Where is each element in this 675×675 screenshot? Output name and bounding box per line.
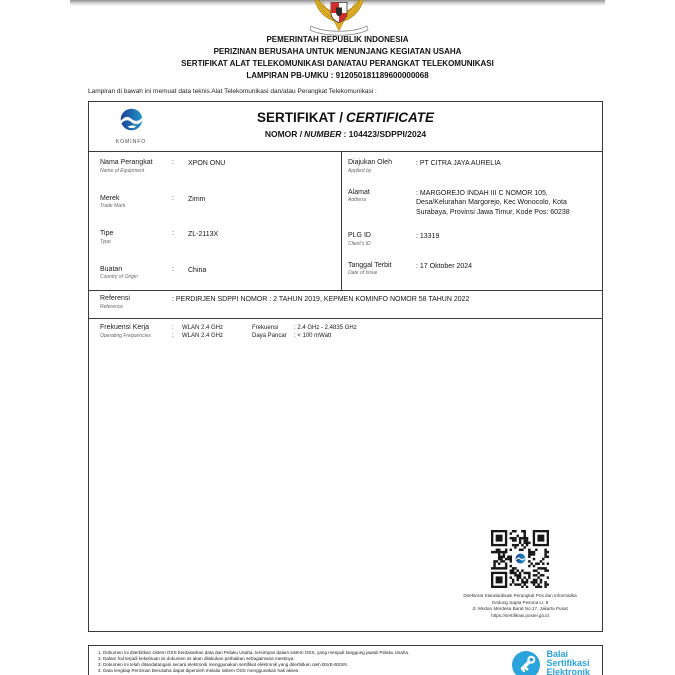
certificate-title-en: CERTIFICATE [345, 110, 434, 125]
field-tanggal-terbit [348, 262, 596, 277]
field-value: : 13319 [416, 233, 440, 240]
field-sublabel: Date of Issue [348, 270, 378, 276]
transmit-power-value: : < 100 mWatt [294, 333, 332, 339]
footnotes [89, 646, 488, 674]
frequency-section [89, 319, 602, 340]
header-line-3: SERTIFIKAT ALAT TELEKOMUNIKASI DAN/ATAU PERANGKAT TELEKOMUNIKASI [181, 59, 494, 68]
field-sublabel: Address [348, 197, 367, 203]
reference-sublabel: Reference [100, 303, 124, 310]
certificate-box [88, 101, 603, 632]
field-label: Merek [100, 194, 120, 202]
field-sublabel: Applied by [348, 167, 372, 174]
reference-value: : PERDIRJEN SDPPI NOMOR : 2 TAHUN 2019, KEPMEN KOMINFO NOMOR 58 TAHUN 2022 [172, 296, 470, 303]
equipment-column [89, 152, 342, 290]
field-nama-perangkat [100, 159, 335, 174]
field-label: Tipe [100, 230, 114, 237]
field-diajukan-oleh [348, 159, 596, 174]
transmit-power-row [252, 332, 357, 340]
field-value: ZL-2113X [188, 231, 219, 238]
certificate-title [89, 110, 602, 125]
field-value: : MARGOREJO INDAH III C NOMOR 105, Desa/Kelurahan Margorejo, Kec Wonocolo, Kota Surabaya, Provinsi Jawa Timur, Kode Pos: 60238 [416, 189, 570, 216]
field-label: Buatan [100, 265, 123, 273]
transmit-power-label: Daya Pancar [252, 333, 287, 339]
qr-center-kominfo-icon [513, 552, 527, 566]
field-label: Tanggal Terbit [348, 261, 392, 269]
field-tipe [100, 230, 335, 245]
frequency-range-value: : 2.4 GHz - 2.4835 GHz [294, 325, 357, 331]
field-sublabel: Name of Equipment [100, 167, 145, 174]
footnote-2: 2. Dalam hal terjadi kekeliruan isi dokumen ini akan dilakukan perbaikan sebagaimana mestinya. [98, 656, 295, 662]
field-label: PLG ID [348, 232, 371, 239]
colon: : [172, 159, 174, 166]
field-sublabel: Trade Mark [100, 203, 126, 209]
qr-code [491, 530, 549, 588]
frequency-range-row [252, 324, 357, 332]
balai-key-icon [511, 650, 541, 675]
footnote-3: 3. Dokumen ini telah ditandatangani secara elektronik menggunakan sertifikat elektronik yang diterbitkan oleh BSrE-BSSN. [98, 662, 348, 668]
colon: : [172, 230, 174, 237]
garuda-emblem-icon [307, 0, 371, 36]
issuer-line-2: Gedung Sapta Pesona Lt. 8 [491, 599, 549, 605]
balai-line-1: Balai [546, 649, 568, 659]
field-sublabel: Type [100, 238, 111, 245]
field-alamat [348, 189, 596, 218]
header-line-1: PEMERINTAH REPUBLIK INDONESIA [266, 35, 409, 44]
intro-line: Lampiran di bawah ini memuat data teknis Alat Telekomunikasi dan/atau Perangkat Telekomunikasi : [88, 88, 377, 95]
field-merek [100, 195, 335, 210]
field-label: Alamat [348, 188, 370, 196]
certificate-number-value: : 104423/SDPPI/2024 [343, 129, 427, 139]
issuer-address [444, 593, 596, 620]
equipment-data-section [89, 152, 602, 291]
field-sublabel: Client's ID [348, 240, 371, 247]
field-value: China [188, 266, 207, 274]
field-plg-id [348, 232, 596, 247]
frequency-sublabel: Operating Frequencies [100, 332, 151, 339]
balai-sertifikasi-logo [511, 650, 590, 675]
frequency-band: WLAN 2.4 GHz [182, 325, 224, 331]
certificate-title-id: SERTIFIKAT / [256, 110, 343, 125]
issuer-url: https://sertifikasi.postel.go.id [491, 613, 549, 619]
certificate-number-label-en: NUMBER [304, 129, 342, 139]
certificate-titles [89, 102, 602, 139]
colon: : [172, 265, 174, 273]
header-line-4: LAMPIRAN PB-UMKU : 912050181189600000068 [246, 71, 429, 80]
footer-box [88, 645, 603, 675]
field-value: : 17 Oktober 2024 [416, 262, 473, 270]
certificate-header [89, 102, 602, 152]
colon: : [172, 194, 174, 202]
field-label: Nama Perangkat [100, 159, 153, 166]
frequency-range-label: Frekuensi [252, 325, 279, 331]
colon: : [172, 333, 174, 339]
field-buatan [100, 266, 335, 281]
certificate-number-label-id: NOMOR / [264, 129, 303, 139]
footnote-1: 1. Dokumen ini diterbitkan sistem OSS berdasarkan data dari Pelaku Usaha, tersimpan dalam sistem OSS, yang menjadi tanggung jawab Pelaku Usaha. [98, 650, 410, 655]
header-line-2: PERIZINAN BERUSAHA UNTUK MENUNJANG KEGIATAN USAHA [213, 47, 462, 56]
field-value: Zimm [188, 195, 206, 203]
footnote-4: 4. Data lengkap Perizinan Berusaha dapat diperoleh melalui sistem OSS menggunakan hak akses. [98, 668, 300, 674]
issuer-line-1: Direktorat Standardisasi Perangkat Pos dan Informatika [463, 592, 577, 598]
frequency-label: Frekuensi Kerja [100, 324, 150, 331]
certificate-number [89, 129, 602, 139]
frequency-band: WLAN 2.4 GHz [182, 333, 224, 339]
government-header [0, 34, 675, 82]
reference-section [89, 291, 602, 319]
kominfo-logo-text: KOMINFO [115, 139, 147, 145]
issuer-line-3: Jl. Medan Merdeka Barat No.17, Jakarta Pusat [472, 606, 568, 612]
field-value: XPON ONU [188, 160, 226, 167]
reference-label: Referensi [100, 295, 130, 302]
field-value: : PT CITRA JAYA AURELIA [416, 160, 501, 167]
balai-line-3: Elektronik [546, 667, 590, 675]
field-label: Diajukan Oleh [348, 159, 392, 166]
colon: : [172, 325, 174, 331]
applicant-column [342, 152, 602, 290]
field-sublabel: Country of Origin [100, 274, 138, 280]
qr-issuer-block [444, 530, 596, 620]
balai-line-2: Sertifikasi [546, 658, 590, 668]
